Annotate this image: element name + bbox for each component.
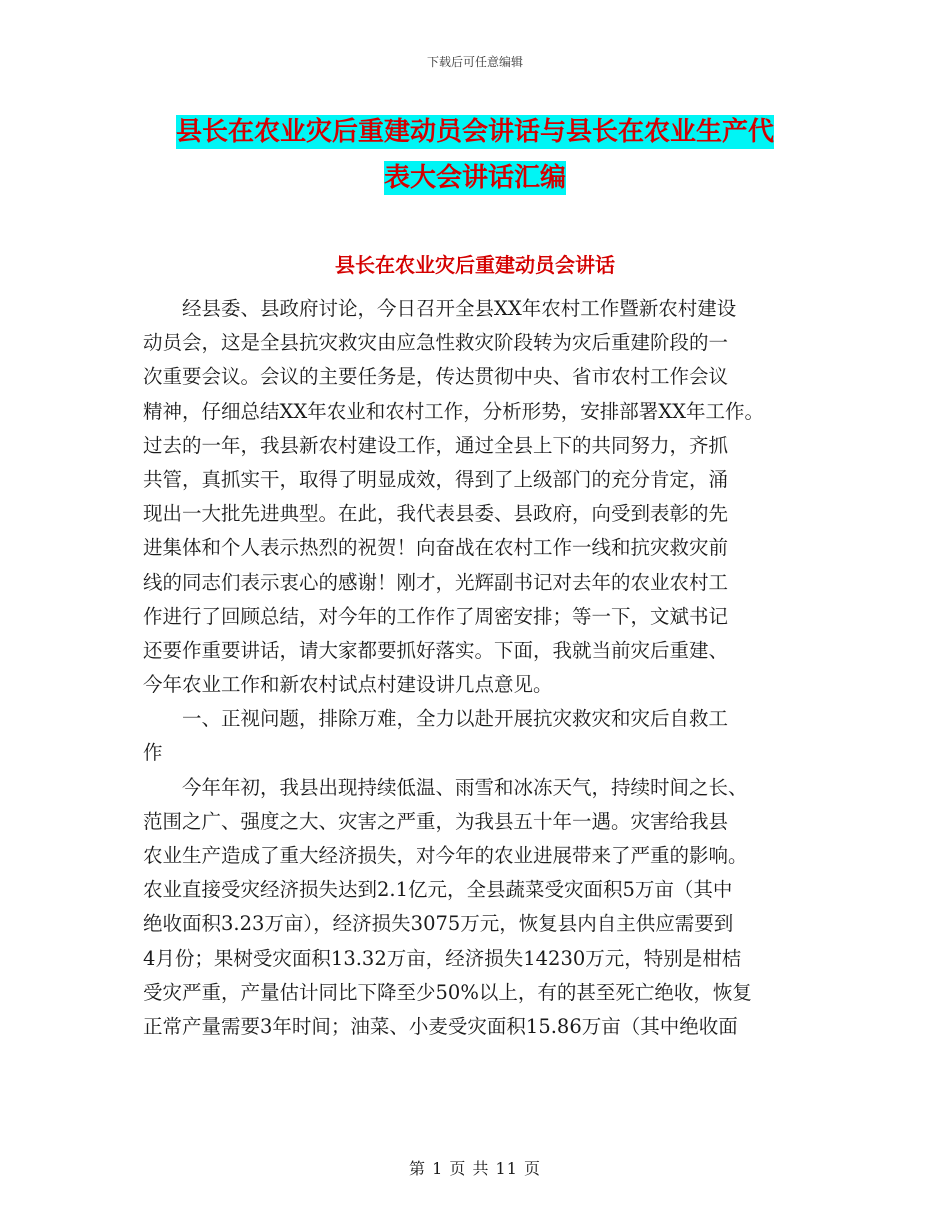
text-line: 受灾严重，产量估计同比下降至少50%以上，有的甚至死亡绝收，恢复 — [143, 980, 752, 1004]
text-line: 次重要会议。会议的主要任务是，传达贯彻中央、省市农村工作会议 — [143, 365, 729, 389]
text-line: 今年农业工作和新农村试点村建设讲几点意见。 — [143, 673, 553, 697]
text-line: 还要作重要讲话，请大家都要抓好落实。下面，我就当前灾后重建、 — [143, 638, 729, 662]
text-line: 线的同志们表示衷心的感谢！刚才，光辉副书记对去年的农业农村工 — [143, 570, 729, 594]
text-line: 动员会，这是全县抗灾救灾由应急性救灾阶段转为灾后重建阶段的一 — [143, 331, 729, 355]
text-line: 作 — [143, 741, 163, 765]
text-line: 范围之广、强度之大、灾害之严重，为我县五十年一遇。灾害给我县 — [143, 809, 729, 833]
text-line: 绝收面积3.23万亩），经济损失3075万元，恢复县内自主供应需要到 — [143, 912, 734, 936]
text-line: 作进行了回顾总结，对今年的工作作了周密安排；等一下，文斌书记 — [143, 604, 729, 628]
document-title-line-2 — [0, 157, 950, 194]
section-title: 县长在农业灾后重建动员会讲话 — [335, 253, 615, 277]
title-highlight: 县长在农业灾后重建动员会讲话与县长在农业生产代 — [175, 117, 774, 147]
title-highlight: 表大会讲话汇编 — [383, 163, 566, 193]
text-line: 农业直接受灾经济损失达到2.1亿元，全县蔬菜受灾面积5万亩（其中 — [143, 878, 733, 902]
page-footer: 第 1 页 共 11 页 — [409, 1159, 541, 1178]
text-line: 今年年初，我县出现持续低温、雨雪和冰冻天气，持续时间之长、 — [143, 775, 748, 799]
text-line: 一、正视问题，排除万难，全力以赴开展抗灾救灾和灾后自救工 — [143, 707, 729, 731]
text-line: 过去的一年，我县新农村建设工作，通过全县上下的共同努力，齐抓 — [143, 433, 729, 457]
text-line: 经县委、县政府讨论，今日召开全县XX年农村工作暨新农村建设 — [143, 297, 737, 320]
text-line: 正常产量需要3年时间；油菜、小麦受灾面积15.86万亩（其中绝收面 — [143, 1014, 738, 1038]
body-text — [143, 292, 823, 1044]
document-title-line-1 — [0, 111, 950, 148]
text-line: 农业生产造成了重大经济损失，对今年的农业进展带来了严重的影响。 — [143, 844, 748, 867]
text-line: 进集体和个人表示热烈的祝贺！向奋战在农村工作一线和抗灾救灾前 — [143, 536, 729, 560]
text-line: 4月份；果树受灾面积13.32万亩，经济损失14230万元，特别是柑桔 — [143, 946, 742, 970]
text-line: 精神，仔细总结XX年农业和农村工作，分析形势，安排部署XX年工作。 — [143, 399, 765, 423]
text-line: 共管，真抓实干，取得了明显成效，得到了上级部门的充分肯定，涌 — [143, 467, 729, 491]
text-line: 现出一大批先进典型。在此，我代表县委、县政府，向受到表彰的先 — [143, 502, 729, 526]
header-note: 下载后可任意编辑 — [426, 55, 523, 69]
